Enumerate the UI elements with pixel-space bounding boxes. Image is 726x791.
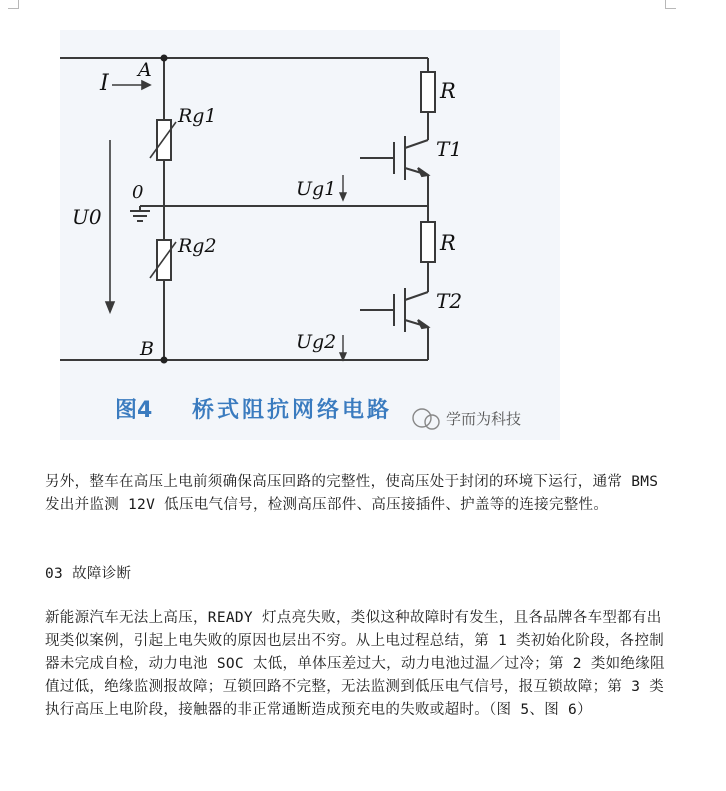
node-a — [161, 55, 168, 62]
resistor-r-mid — [421, 222, 435, 262]
label-i: I — [100, 71, 109, 96]
label-b: B — [140, 338, 154, 360]
section-heading: 03 故障诊断 — [45, 566, 132, 582]
label-rg2: Rg2 — [178, 235, 217, 257]
bridge-circuit-figure — [60, 30, 560, 440]
label-r-mid: R — [440, 231, 456, 255]
label-zero: 0 — [132, 182, 144, 203]
page-corner-mark-left — [8, 0, 19, 9]
label-t1: T1 — [436, 137, 463, 161]
label-ug2: Ug2 — [296, 331, 337, 353]
label-r-top: R — [440, 79, 456, 103]
label-t2: T2 — [436, 289, 463, 313]
node-b — [161, 357, 168, 364]
figure-number: 图4 — [115, 398, 153, 423]
circuit-diagram — [60, 30, 560, 440]
label-u0: U0 — [72, 205, 102, 229]
page-corner-mark-right — [665, 0, 676, 9]
label-rg1: Rg1 — [178, 105, 217, 127]
label-ug1: Ug1 — [296, 178, 337, 200]
paragraph-fault-diagnosis: 新能源汽车无法上高压，READY 灯点亮失败，类似这种故障时有发生，且各品牌各车型都有出现类似案例，引起上电失败的原因也层出不穷。从上电过程总结，第 1 类初始化阶段，各控制器未完成自检，动力电池 SOC 太低，单体压差过大，动力电池过温／过冷；第 2 类如绝缘阻值过低，绝缘监测报故障；互锁回路不完整，无法监测到低压电气信号，报互锁故障；第 3 类执行高压上电阶段，接触器的非正常通断造成预充电的失败或超时。（图 5、图 6） — [45, 610, 665, 718]
figure-background — [60, 30, 560, 440]
label-a: A — [138, 59, 152, 81]
paragraph-hv-integrity: 另外，整车在高压上电前须确保高压回路的完整性，使高压处于封闭的环境下运行，通常 BMS 发出并监测 12V 低压电气信号，检测高压部件、高压接插件、护盖等的连接完整性。 — [45, 474, 659, 513]
resistor-r-top — [421, 72, 435, 112]
figure-title: 桥式阻抗网络电路 — [192, 398, 393, 423]
watermark-text: 学而为科技 — [446, 410, 522, 428]
